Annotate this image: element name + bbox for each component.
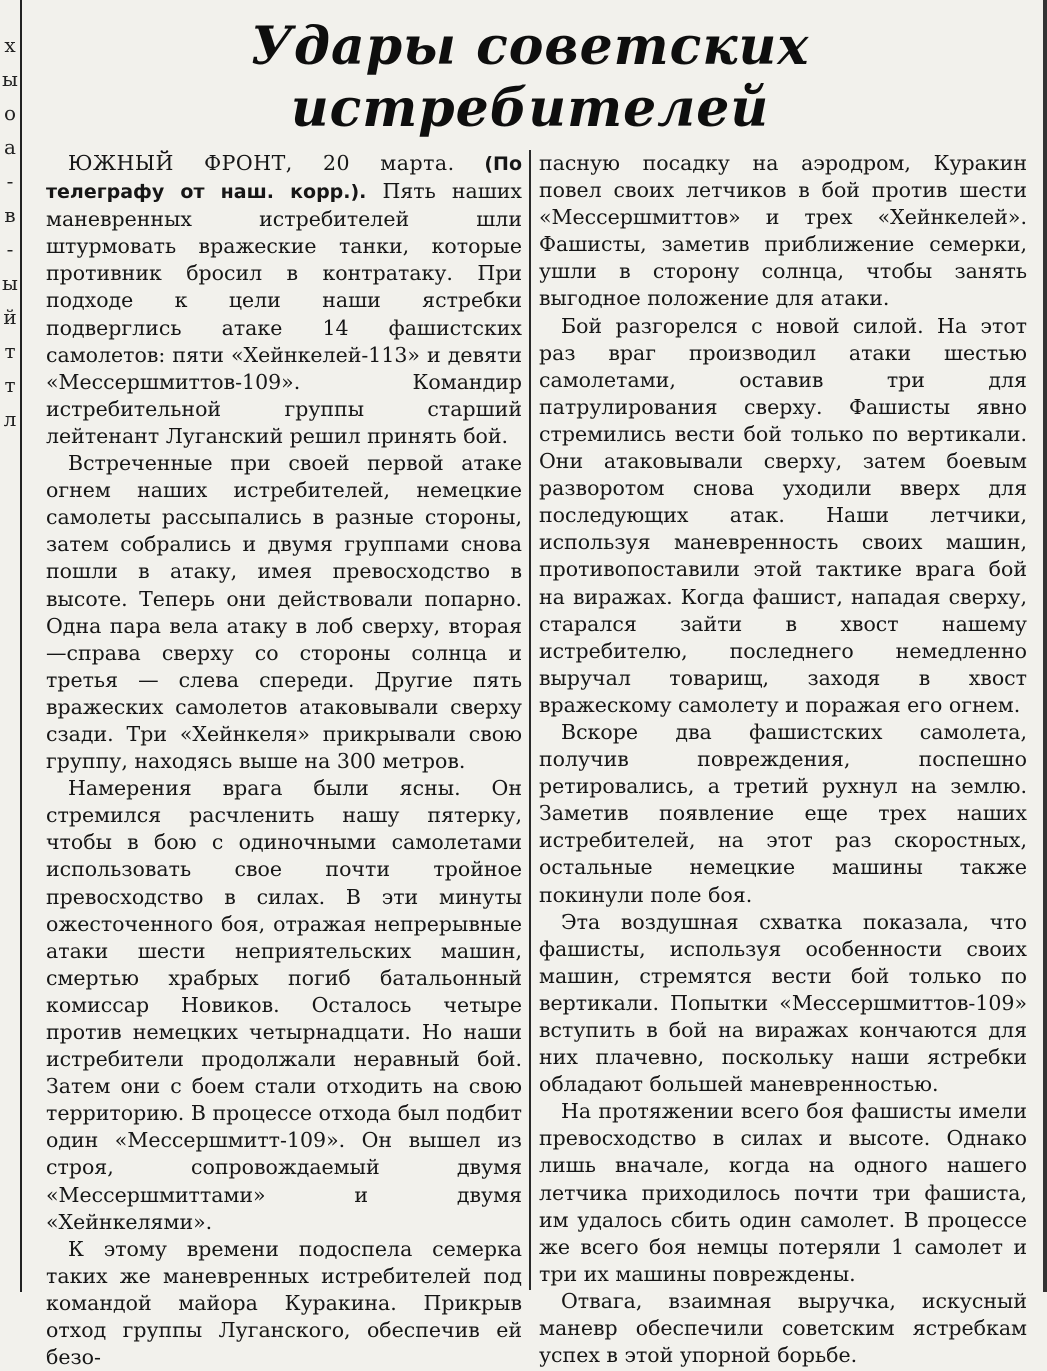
- paragraph-3: Намерения врага были ясны. Он стремился расчленить нашу пятерку, чтобы в бою с одиночными самолетами использовать свое почти тройное превосходство в силах. В эти минуты ожесточенного боя, отражая непрерывные атаки шести неприятельских машин, смертью храбрых погиб батальонный комиссар Новиков. Осталось четыре против немецких четырнадцати. Но наши истребители продолжали неравный бой. Затем они с боем стали отходить на свою территорию. В процессе отхода был подбит один «Мессершмитт-109». Он вышел из строя, сопровождаемый двумя «Мессершмиттами» и двумя «Хейнкелями».: [46, 776, 522, 1234]
- paragraph-5: Бой разгорелся с новой силой. На этот раз враг производил атаки шестью самолетами, оставив три для патрулирования сверху. Фашисты явно стремились вести бой только по вертикали. Они атаковывали сверху, затем боевым разворотом снова уходили вверх для последующих атак. Наши летчики, используя маневренность своих машин, противопоставили этой тактике врага бой на виражах. Когда фашист, нападая сверху, старался зайти в хвост нашему истребителю, последнего немедленно выручал товарищ, заходя в хвост вражескому самолету и поражая его огнем.: [539, 313, 1027, 717]
- headline-line-2: истребителей: [290, 78, 770, 139]
- correspondent-credit: (По телеграфу от наш. корр.).: [46, 153, 522, 204]
- margin-char: ы: [2, 271, 18, 295]
- right-edge-rule: [1043, 0, 1047, 1292]
- adjacent-column-fragment: [0, 0, 22, 1292]
- margin-char: л: [3, 407, 17, 431]
- paragraph-4-end: пасную посадку на аэродром, Куракин повел своих летчиков в бой против шести «Мессершмиттов» и трех «Хейнкелей». Фашисты, заметив приближение семерки, ушли в сторону солнца, чтобы занять выгодное положение для атаки.: [539, 151, 1027, 311]
- margin-char: а: [4, 135, 16, 159]
- paragraph-9: Отвага, взаимная выручка, искусный маневр обеспечили советским ястребкам успех в этой упорной борьбе.: [539, 1288, 1027, 1368]
- column-divider: [529, 150, 531, 1290]
- headline-line-1: Удары советских: [250, 16, 810, 77]
- paragraph-8: На протяжении всего боя фашисты имели превосходство в силах и высоте. Однако лишь вначале, когда на одного нашего летчика приходилось почти три фашиста, им удалось сбить один самолет. В процессе же всего боя немцы потеряли 1 самолет и три их машины повреждены.: [539, 1099, 1027, 1286]
- margin-char: -: [6, 237, 14, 261]
- dateline: ЮЖНЫЙ ФРОНТ, 20 марта.: [68, 151, 455, 175]
- margin-char: о: [3, 101, 17, 125]
- paragraph-1: [46, 150, 522, 450]
- margin-char: т: [4, 373, 16, 397]
- margin-char: х: [4, 33, 16, 57]
- margin-char: -: [6, 169, 14, 193]
- margin-char: т: [4, 339, 16, 363]
- paragraph-7: Эта воздушная схватка показала, что фашисты, используя особенности своих машин, стремятся вести бой только по вертикали. Попытки «Мессершмиттов-109» вступить в бой на виражах кончаются для них плачевно, поскольку наши ястребки обладают большей маневренностью.: [539, 909, 1027, 1097]
- paragraph-6: Вскоре два фашистских самолета, получив повреждения, поспешно ретировались, а третий рухнул на землю. Заметив появление еще трех наших истребителей, на этот раз скоростных, остальные немецкие машины также покинули поле боя.: [539, 719, 1027, 907]
- article-column-left: [46, 150, 522, 1371]
- paragraph-1-text: Пять наших маневренных истребителей шли штурмовать вражеские танки, которые противник бросил в контратаку. При подходе к цели наши ястребки подверглись атаке 14 фашистских самолетов: пяти «Хейнкелей-113» и девяти «Мессершмиттов-109». Командир истребительной группы старший лейтенант Луганский решил принять бой.: [46, 179, 522, 448]
- paragraph-4-start: К этому времени подоспела семерка таких же маневренных истребителей под командой майора Куракина. Прикрыв отход группы Луганского, обеспечив ей безо-: [46, 1236, 522, 1370]
- margin-char: в: [4, 203, 16, 227]
- margin-char: ы: [2, 67, 18, 91]
- paragraph-2: Встреченные при своей первой атаке огнем наших истребителей, немецкие самолеты рассыпались в разные стороны, затем собрались и двумя группами снова пошли в атаку, имея превосходство в высоте. Теперь они действовали попарно. Одна пара вела атаку в лоб сверху, вторая—справа сверху со стороны солнца и третья — слева спереди. Другие пять вражеских самолетов атаковывали сверху сзади. Три «Хейнкеля» прикрывали свою группу, находясь выше на 300 метров.: [46, 451, 522, 774]
- article-column-right: [539, 150, 1027, 1369]
- article-headline: [30, 16, 1030, 140]
- margin-char: й: [3, 305, 17, 329]
